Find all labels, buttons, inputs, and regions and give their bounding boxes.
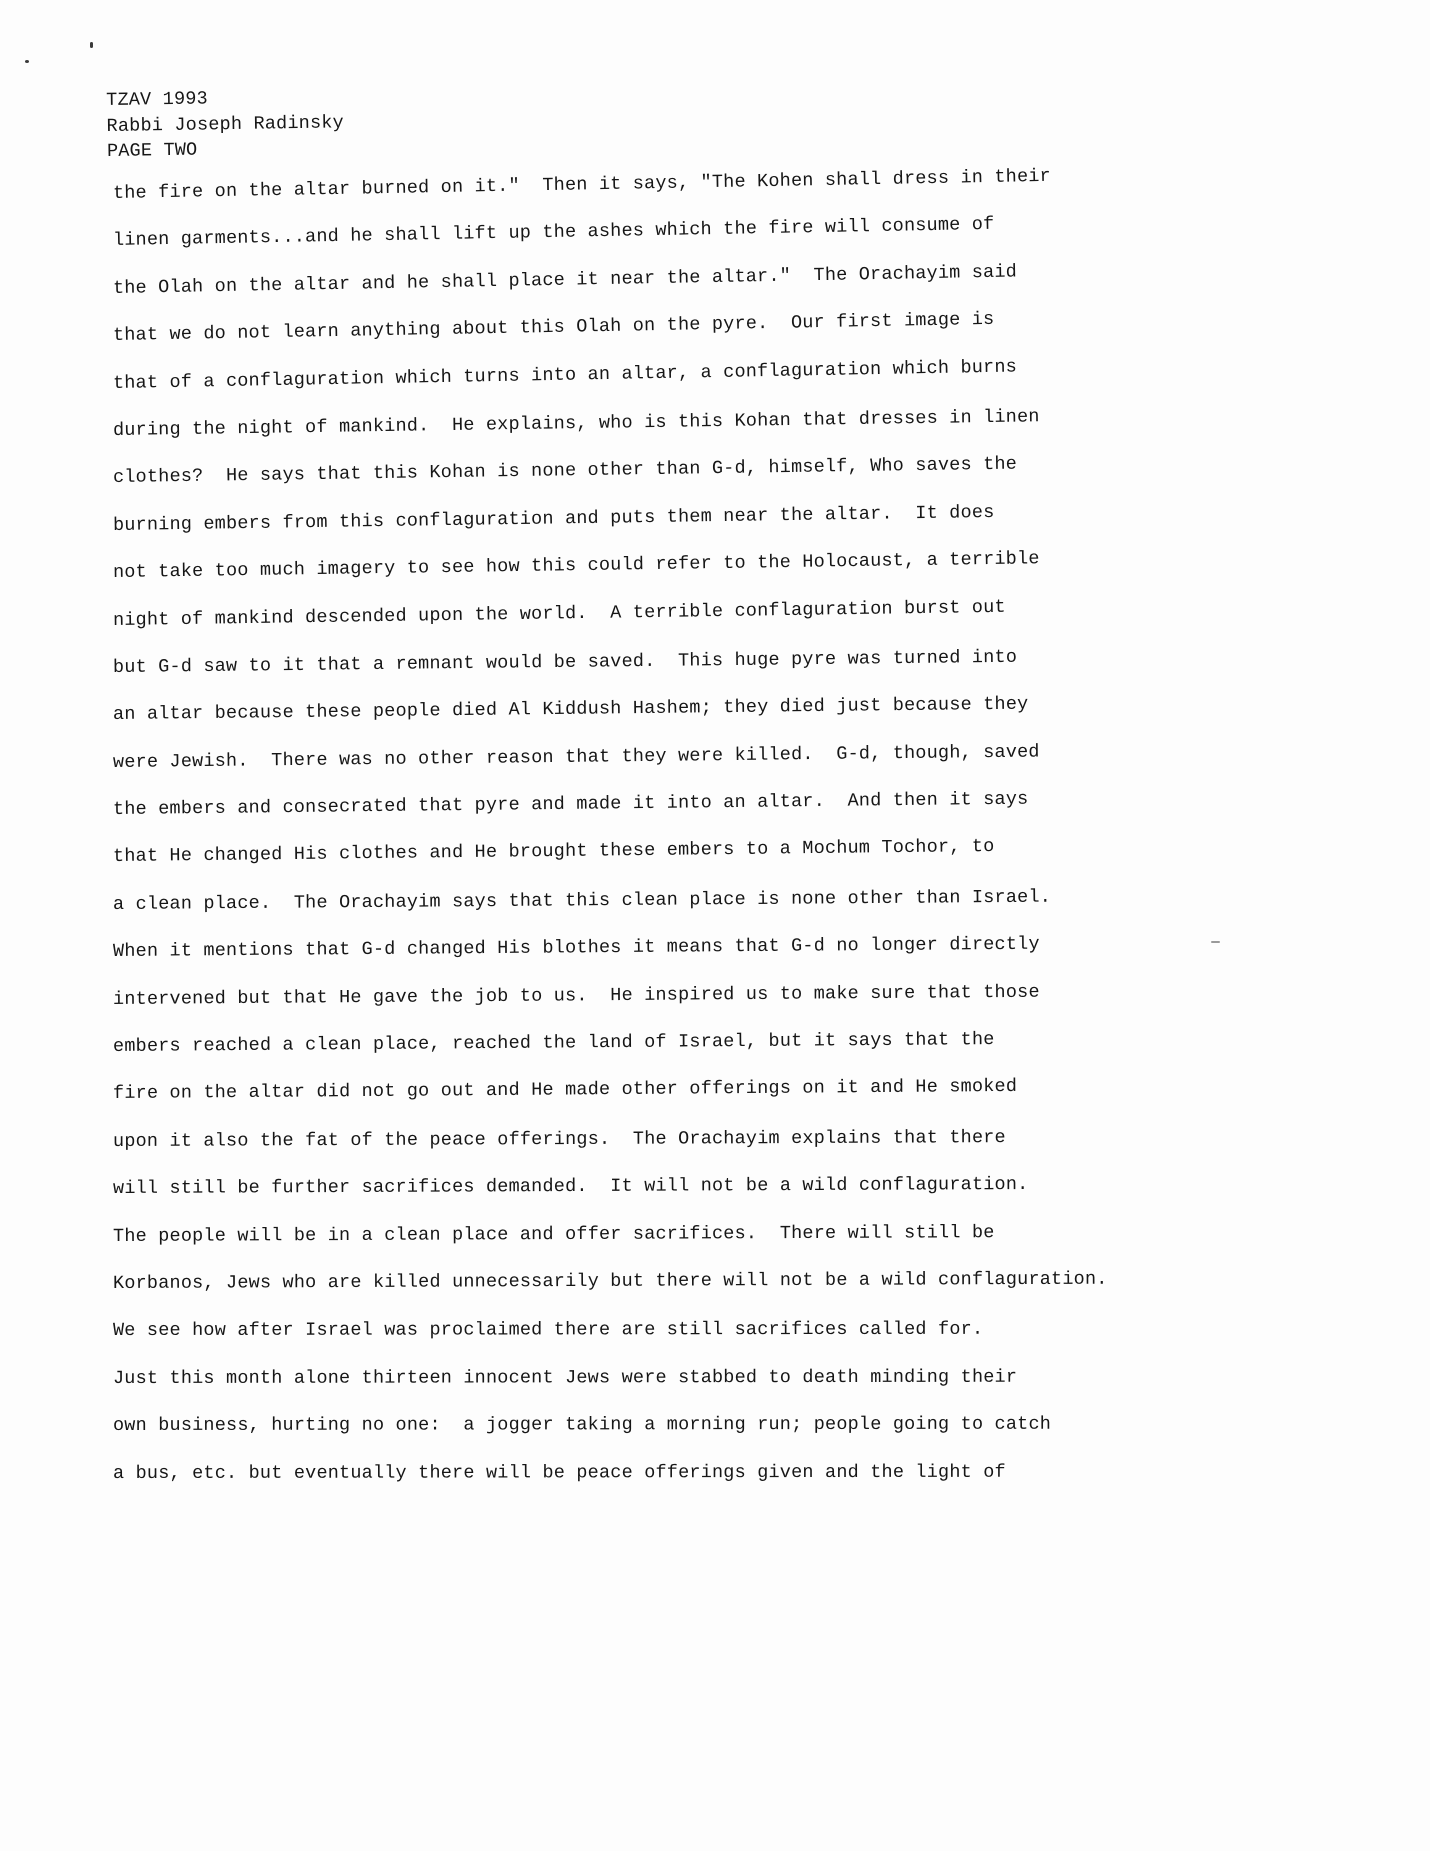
document-header [106,84,345,164]
text-line: a clean place. The Orachayim says that this clean place is none other than Israel. [112,886,1052,915]
text-line: We see how after Israel was proclaimed there are still sacrifices called for. [112,1319,984,1342]
text-line: the Olah on the altar and he shall place it near the altar." The Orachayim said [112,261,1018,299]
text-line: own business, hurting no one: a jogger taking a morning run; people going to catch [112,1413,1052,1437]
text-line: that we do not learn anything about this Olah on the pyre. Our first image is [112,309,995,347]
header-title: TZAV 1993 [106,88,209,111]
text-line: Korbanos, Jews who are killed unnecessarily but there will not be a wild conflaguration. [112,1268,1108,1294]
text-line: but G-d saw to it that a remnant would be saved. This huge pyre was turned into [112,646,1018,678]
text-line: a bus, etc. but eventually there will be peace offerings given and the light of [112,1461,1006,1484]
document-body [112,165,1313,1497]
text-line: upon it also the fat of the peace offerings. The Orachayim explains that there [112,1126,1006,1152]
text-line: during the night of mankind. He explains, who is this Kohan that dresses in linen [112,406,1040,441]
text-line: night of mankind descended upon the world. A terrible conflaguration burst out [112,596,1006,631]
text-line: that He changed His clothes and He brought these embers to a Mochum Tochor, to [112,836,995,868]
text-line: will still be further sacrifices demanded. It will not be a wild conflaguration. [112,1174,1029,1200]
text-line: the fire on the altar burned on it." Then it says, "The Kohen shall dress in their [112,165,1052,204]
text-line: burning embers from this conflaguration and puts them near the altar. It does [112,501,995,536]
text-line: an altar because these people died Al Kiddush Hashem; they died just because they [112,693,1029,726]
text-line: the embers and consecrated that pyre and made it into an altar. And then it says [112,788,1029,821]
header-page-number: PAGE TWO [106,139,198,162]
text-line: embers reached a clean place, reached the land of Israel, but it says that the [112,1029,995,1058]
scan-artifact [90,42,93,48]
text-line: linen garments...and he shall lift up the ashes which the fire will consume of [112,214,995,252]
text-line: fire on the altar did not go out and He made other offerings on it and He smoked [112,1076,1018,1105]
text-line: clothes? He says that this Kohan is none other than G-d, himself, Who saves the [112,453,1018,489]
text-line: Just this month alone thirteen innocent Jews were stabbed to death minding their [112,1366,1018,1389]
text-line: intervened but that He gave the job to us. He inspired us to make sure that those [112,981,1040,1010]
text-line: The people will be in a clean place and offer sacrifices. There will still be [112,1221,995,1247]
text-line: were Jewish. There was no other reason that they were killed. G-d, though, saved [112,741,1040,773]
text-line: that of a conflaguration which turns into an altar, a conflaguration which burns [112,355,1018,394]
text-line: When it mentions that G-d changed His blothes it means that G-d no longer directly [112,933,1040,963]
scan-artifact [25,60,29,63]
text-line: not take too much imagery to see how this could refer to the Holocaust, a terrible [112,548,1040,584]
header-author: Rabbi Joseph Radinsky [106,111,345,137]
